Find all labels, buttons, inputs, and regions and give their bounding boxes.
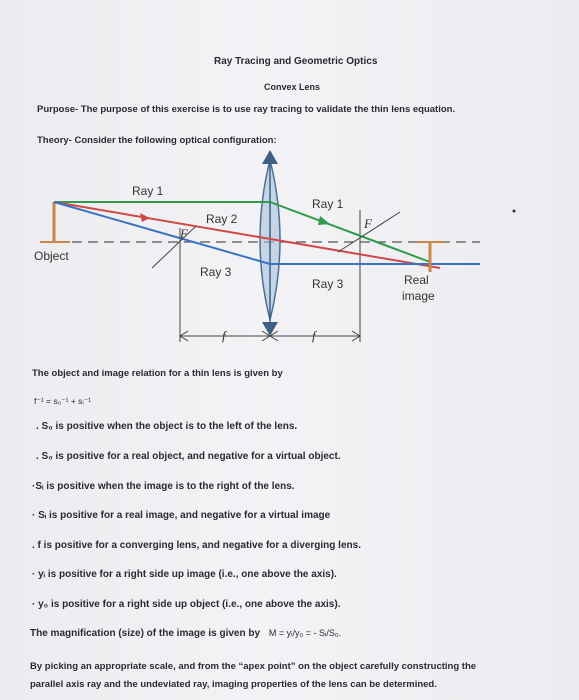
object-label: Object [34, 249, 69, 263]
real-image-label-2: image [402, 289, 435, 303]
ray3-left-label: Ray 3 [200, 265, 232, 279]
optics-diagram [0, 150, 579, 360]
list-item: . S₀ is positive when the object is to the left of the lens. [36, 421, 298, 432]
focus-right-label: F [364, 216, 372, 231]
list-item: · Sᵢ is positive for a real image, and negative for a virtual image [32, 510, 331, 521]
list-item: . S₀ is positive for a real object, and negative for a virtual object. [36, 451, 341, 462]
lens-equation: f⁻¹ = s₀⁻¹ + sᵢ⁻¹ [34, 396, 92, 406]
ray1-left-label: Ray 1 [132, 184, 164, 198]
relation-intro: The object and image relation for a thin lens is given by [32, 368, 283, 379]
f-dimension-left-label: f [222, 328, 226, 343]
stray-dot [513, 210, 516, 213]
list-item: · yᵢ is positive for a right side up image (i.e., one above the axis). [32, 569, 337, 580]
document-title: Ray Tracing and Geometric Optics [214, 56, 378, 67]
magnification-label: The magnification (size) of the image is given by [30, 628, 261, 639]
lens-bottom-arrow [262, 322, 278, 336]
list-item: ·Sᵢ is positive when the image is to the right of the lens. [32, 481, 295, 492]
ray1-arrowhead [318, 216, 330, 225]
ray2-arrowhead [140, 213, 150, 222]
list-item: · y₀ is positive for a right side up object (i.e., one above the axis). [32, 599, 341, 610]
focus-left-label: F [180, 226, 188, 241]
ray2-label: Ray 2 [206, 212, 238, 226]
magnification-line [30, 628, 341, 639]
document-subtitle: Convex Lens [264, 82, 321, 92]
ray3-right-label: Ray 3 [312, 277, 344, 291]
theory-text: Theory- Consider the following optical configuration: [37, 135, 277, 146]
ray1-right-label: Ray 1 [312, 197, 344, 211]
purpose-text: Purpose- The purpose of this exercise is to use ray tracing to validate the thin lens equation. [37, 104, 456, 115]
f-dimension-right-label: f [312, 328, 316, 343]
magnification-formula: M = yᵢ/y₀ = - Sᵢ/S₀. [268, 628, 342, 638]
closing-paragraph-line-2: parallel axis ray and the undeviated ray, imaging properties of the lens can be determined. [30, 679, 437, 690]
real-image-label-1: Real [404, 273, 429, 287]
lens-top-arrow [262, 150, 278, 164]
closing-paragraph-line-1: By picking an appropriate scale, and from the “apex point” on the object carefully constructing the [30, 661, 477, 672]
list-item: . f is positive for a converging lens, and negative for a diverging lens. [32, 540, 361, 551]
